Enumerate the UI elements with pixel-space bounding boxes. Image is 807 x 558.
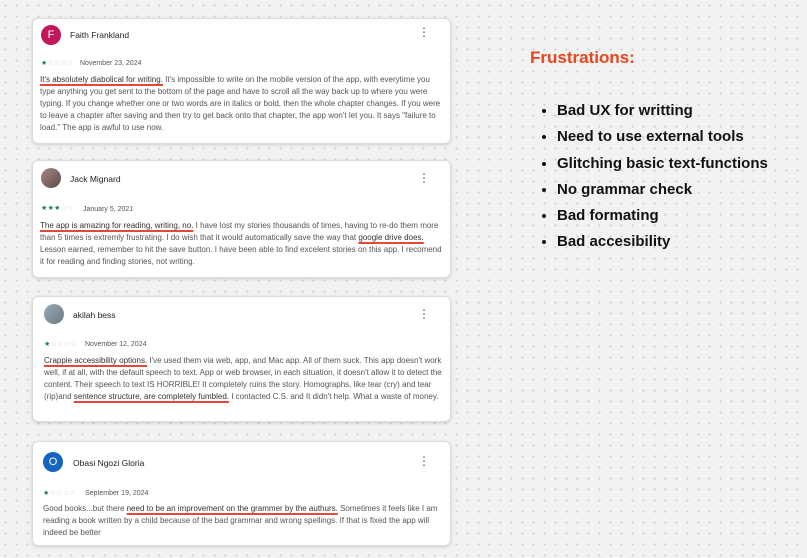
review-text — [43, 503, 448, 539]
review-text-segment: I contacted C.S. and It didn't help. What a waste of money. — [228, 392, 439, 401]
more-options-icon[interactable]: ⋮ — [418, 307, 430, 321]
review-text-segment: It's impossible to write on the mobile version of the app, with everytime you type anything you get sent to the bottom of the page and have to scroll all the way back up to where you were typing. If you change whether one or two words are in italics or bold, then the whole chapter changes. If you were to leave a chapter after saving and then try to get back onto that chapter, the app won't let you. It says "failure to load." The app is awful to use now. — [40, 75, 441, 132]
review-card — [32, 18, 451, 144]
review-date: January 5, 2021 — [83, 206, 134, 213]
review-text-segment: Good books...but there — [43, 504, 127, 513]
review-date: November 12, 2024 — [85, 341, 147, 348]
review-text-segment: I've used them via web, app, and Mac app. All of them suck. This app doesn't work well, if at all, with the default speech to text. App or web browser, in each situation, it doesn't allow it to detect the content. Their speech to text IS HORRIBLE! It completely ruins the story. Homographs, like tear (cry) and tear (rip)and — [44, 356, 442, 401]
review-text — [44, 355, 449, 403]
highlighted-phrase: Crappie accessibility options. — [44, 356, 148, 365]
highlighted-phrase: sentence structure, are completely fumbled. — [73, 392, 229, 401]
star-rating: ★☆☆☆☆ — [44, 341, 77, 348]
review-date: November 23, 2024 — [80, 60, 142, 67]
avatar: O — [43, 452, 63, 472]
review-text-segment: Lesson earned, remember to hit the save button. I have been able to find excelent stories on this app. I recomend it for reading and finding stories, not writing. — [40, 245, 442, 266]
frustration-item: • Bad formating — [557, 203, 768, 229]
more-options-icon[interactable]: ⋮ — [418, 25, 430, 39]
reviewer-name: Obasi Ngozi Gloria — [73, 458, 145, 468]
review-text-segment: I have lost my stories thousands of times, having to re-do them more than 5 times is extremly frustrating. I do wish that it would automatically save the way that — [40, 221, 439, 242]
frustrations-title: Frustrations: — [530, 48, 635, 67]
avatar — [44, 304, 64, 324]
reviewer-name: Faith Frankland — [70, 30, 130, 40]
review-date: September 19, 2024 — [85, 490, 149, 497]
review-text-segment: Sometimes it feels like I am reading a book written by a child because of the bad grammar and wrong spellings. If that is fixed the app will indeed be better — [43, 504, 438, 537]
avatar: F — [41, 25, 61, 45]
frustration-item: • Bad UX for writting — [557, 98, 768, 124]
review-card — [32, 441, 451, 546]
more-options-icon[interactable]: ⋮ — [418, 171, 430, 185]
frustration-item: • Need to use external tools — [557, 124, 768, 150]
review-card — [32, 160, 451, 278]
frustrations-list — [537, 98, 768, 256]
review-text — [40, 220, 445, 268]
highlighted-phrase: need to be an improvement on the grammer by the authurs. — [126, 504, 338, 513]
reviewer-name: akilah bess — [73, 310, 116, 320]
highlighted-phrase: The app is amazing for reading, writing, no. — [40, 221, 194, 230]
more-options-icon[interactable]: ⋮ — [418, 454, 430, 468]
avatar — [41, 168, 61, 188]
star-rating: ★★★☆☆ — [41, 205, 74, 212]
frustration-item: • Bad accesibility — [557, 229, 768, 255]
star-rating: ★☆☆☆☆ — [43, 490, 76, 497]
highlighted-phrase: It's absolutely diabolical for writing. — [40, 75, 163, 84]
frustration-item: • No grammar check — [557, 177, 768, 203]
reviewer-name: Jack Mignard — [70, 174, 121, 184]
review-card — [32, 296, 451, 422]
frustration-item: • Glitching basic text-functions — [557, 151, 768, 177]
review-text — [40, 74, 445, 134]
star-rating: ★☆☆☆☆ — [41, 60, 74, 67]
highlighted-phrase: google drive does. — [358, 233, 424, 242]
